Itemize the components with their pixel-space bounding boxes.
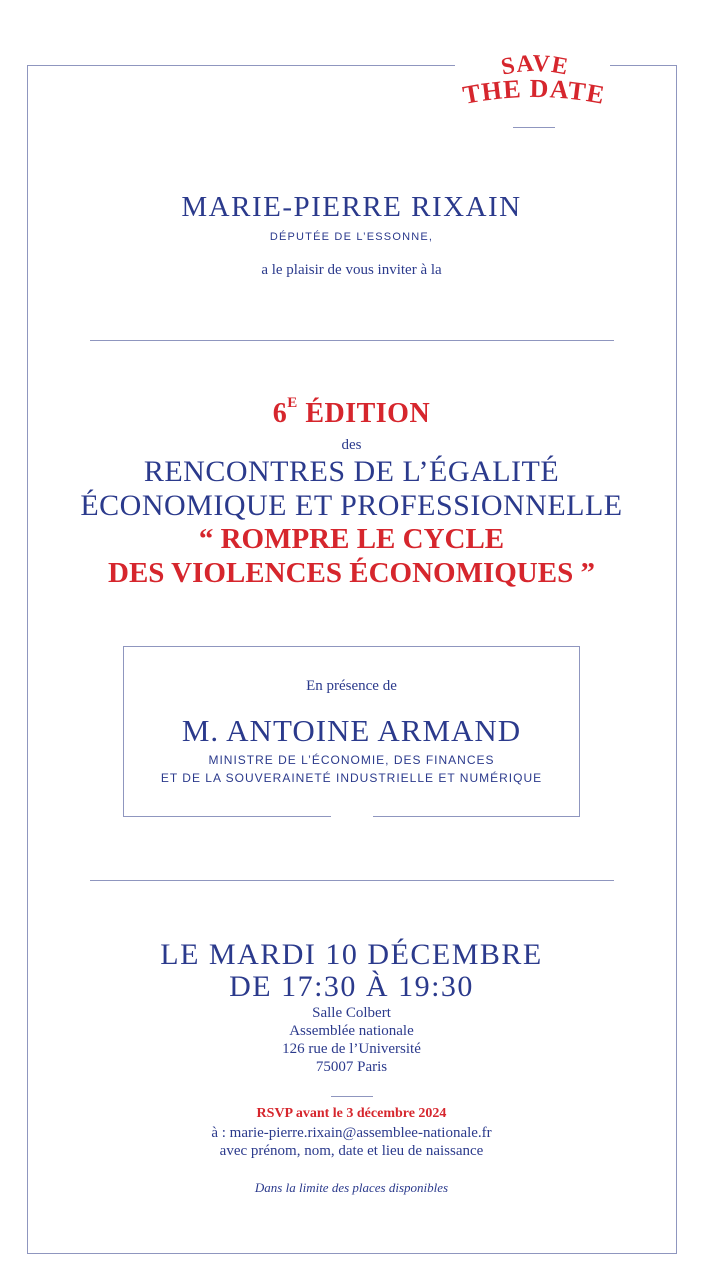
frame-bottom	[27, 1253, 677, 1254]
rsvp-limit: Dans la limite des places disponibles	[254, 1180, 449, 1195]
badge-line1: SAVE	[499, 52, 571, 81]
guest-role-line1: MINISTRE DE L’ÉCONOMIE, DES FINANCES	[208, 753, 495, 767]
divider-2	[90, 880, 614, 881]
event-theme-line1: “ ROMPRE LE CYCLE	[198, 523, 505, 555]
host-name: MARIE-PIERRE RIXAIN	[181, 191, 522, 223]
event-connector: des	[341, 437, 362, 453]
save-the-date-badge	[440, 52, 630, 122]
guest-box-bottom-right	[373, 816, 580, 817]
event-time: DE 17:30 À 19:30	[229, 970, 474, 1003]
rsvp-info: avec prénom, nom, date et lieu de naissance	[219, 1143, 484, 1159]
divider-3	[331, 1096, 373, 1097]
invite-text: a le plaisir de vous inviter à la	[261, 262, 442, 278]
guest-box-bottom-left	[123, 816, 331, 817]
guest-intro: En présence de	[306, 678, 397, 694]
edition-word: ÉDITION	[297, 398, 431, 429]
guest-role-line2: ET DE LA SOUVERAINETÉ INDUSTRIELLE ET NUMÉRIQUE	[160, 771, 543, 785]
edition-heading	[0, 395, 703, 430]
svg-text:THE DATE	[461, 74, 608, 110]
host-title: DÉPUTÉE DE L’ESSONNE,	[269, 231, 434, 243]
divider-1	[90, 340, 614, 341]
edition-number: 6	[272, 398, 288, 429]
edition-superscript: E	[287, 395, 298, 411]
venue-building: Assemblée nationale	[289, 1023, 414, 1039]
frame-top-left	[27, 65, 455, 66]
venue-city: 75007 Paris	[315, 1059, 388, 1075]
event-title-line2: ÉCONOMIQUE ET PROFESSIONNELLE	[80, 489, 623, 522]
venue-street: 126 rue de l’Université	[282, 1041, 421, 1057]
badge-line2: THE DATE	[460, 73, 608, 110]
rsvp-deadline: RSVP avant le 3 décembre 2024	[256, 1106, 447, 1121]
badge-underline	[513, 127, 555, 128]
event-date: LE MARDI 10 DÉCEMBRE	[160, 938, 543, 971]
guest-name: M. ANTOINE ARMAND	[181, 713, 522, 748]
rsvp-email[interactable]: à : marie-pierre.rixain@assemblee-nationale.fr	[211, 1125, 492, 1141]
venue-room: Salle Colbert	[312, 1005, 391, 1021]
guest-box-top	[123, 646, 580, 647]
event-title-line1: RENCONTRES DE L’ÉGALITÉ	[143, 455, 560, 488]
event-theme-line2: DES VIOLENCES ÉCONOMIQUES ”	[108, 557, 595, 589]
